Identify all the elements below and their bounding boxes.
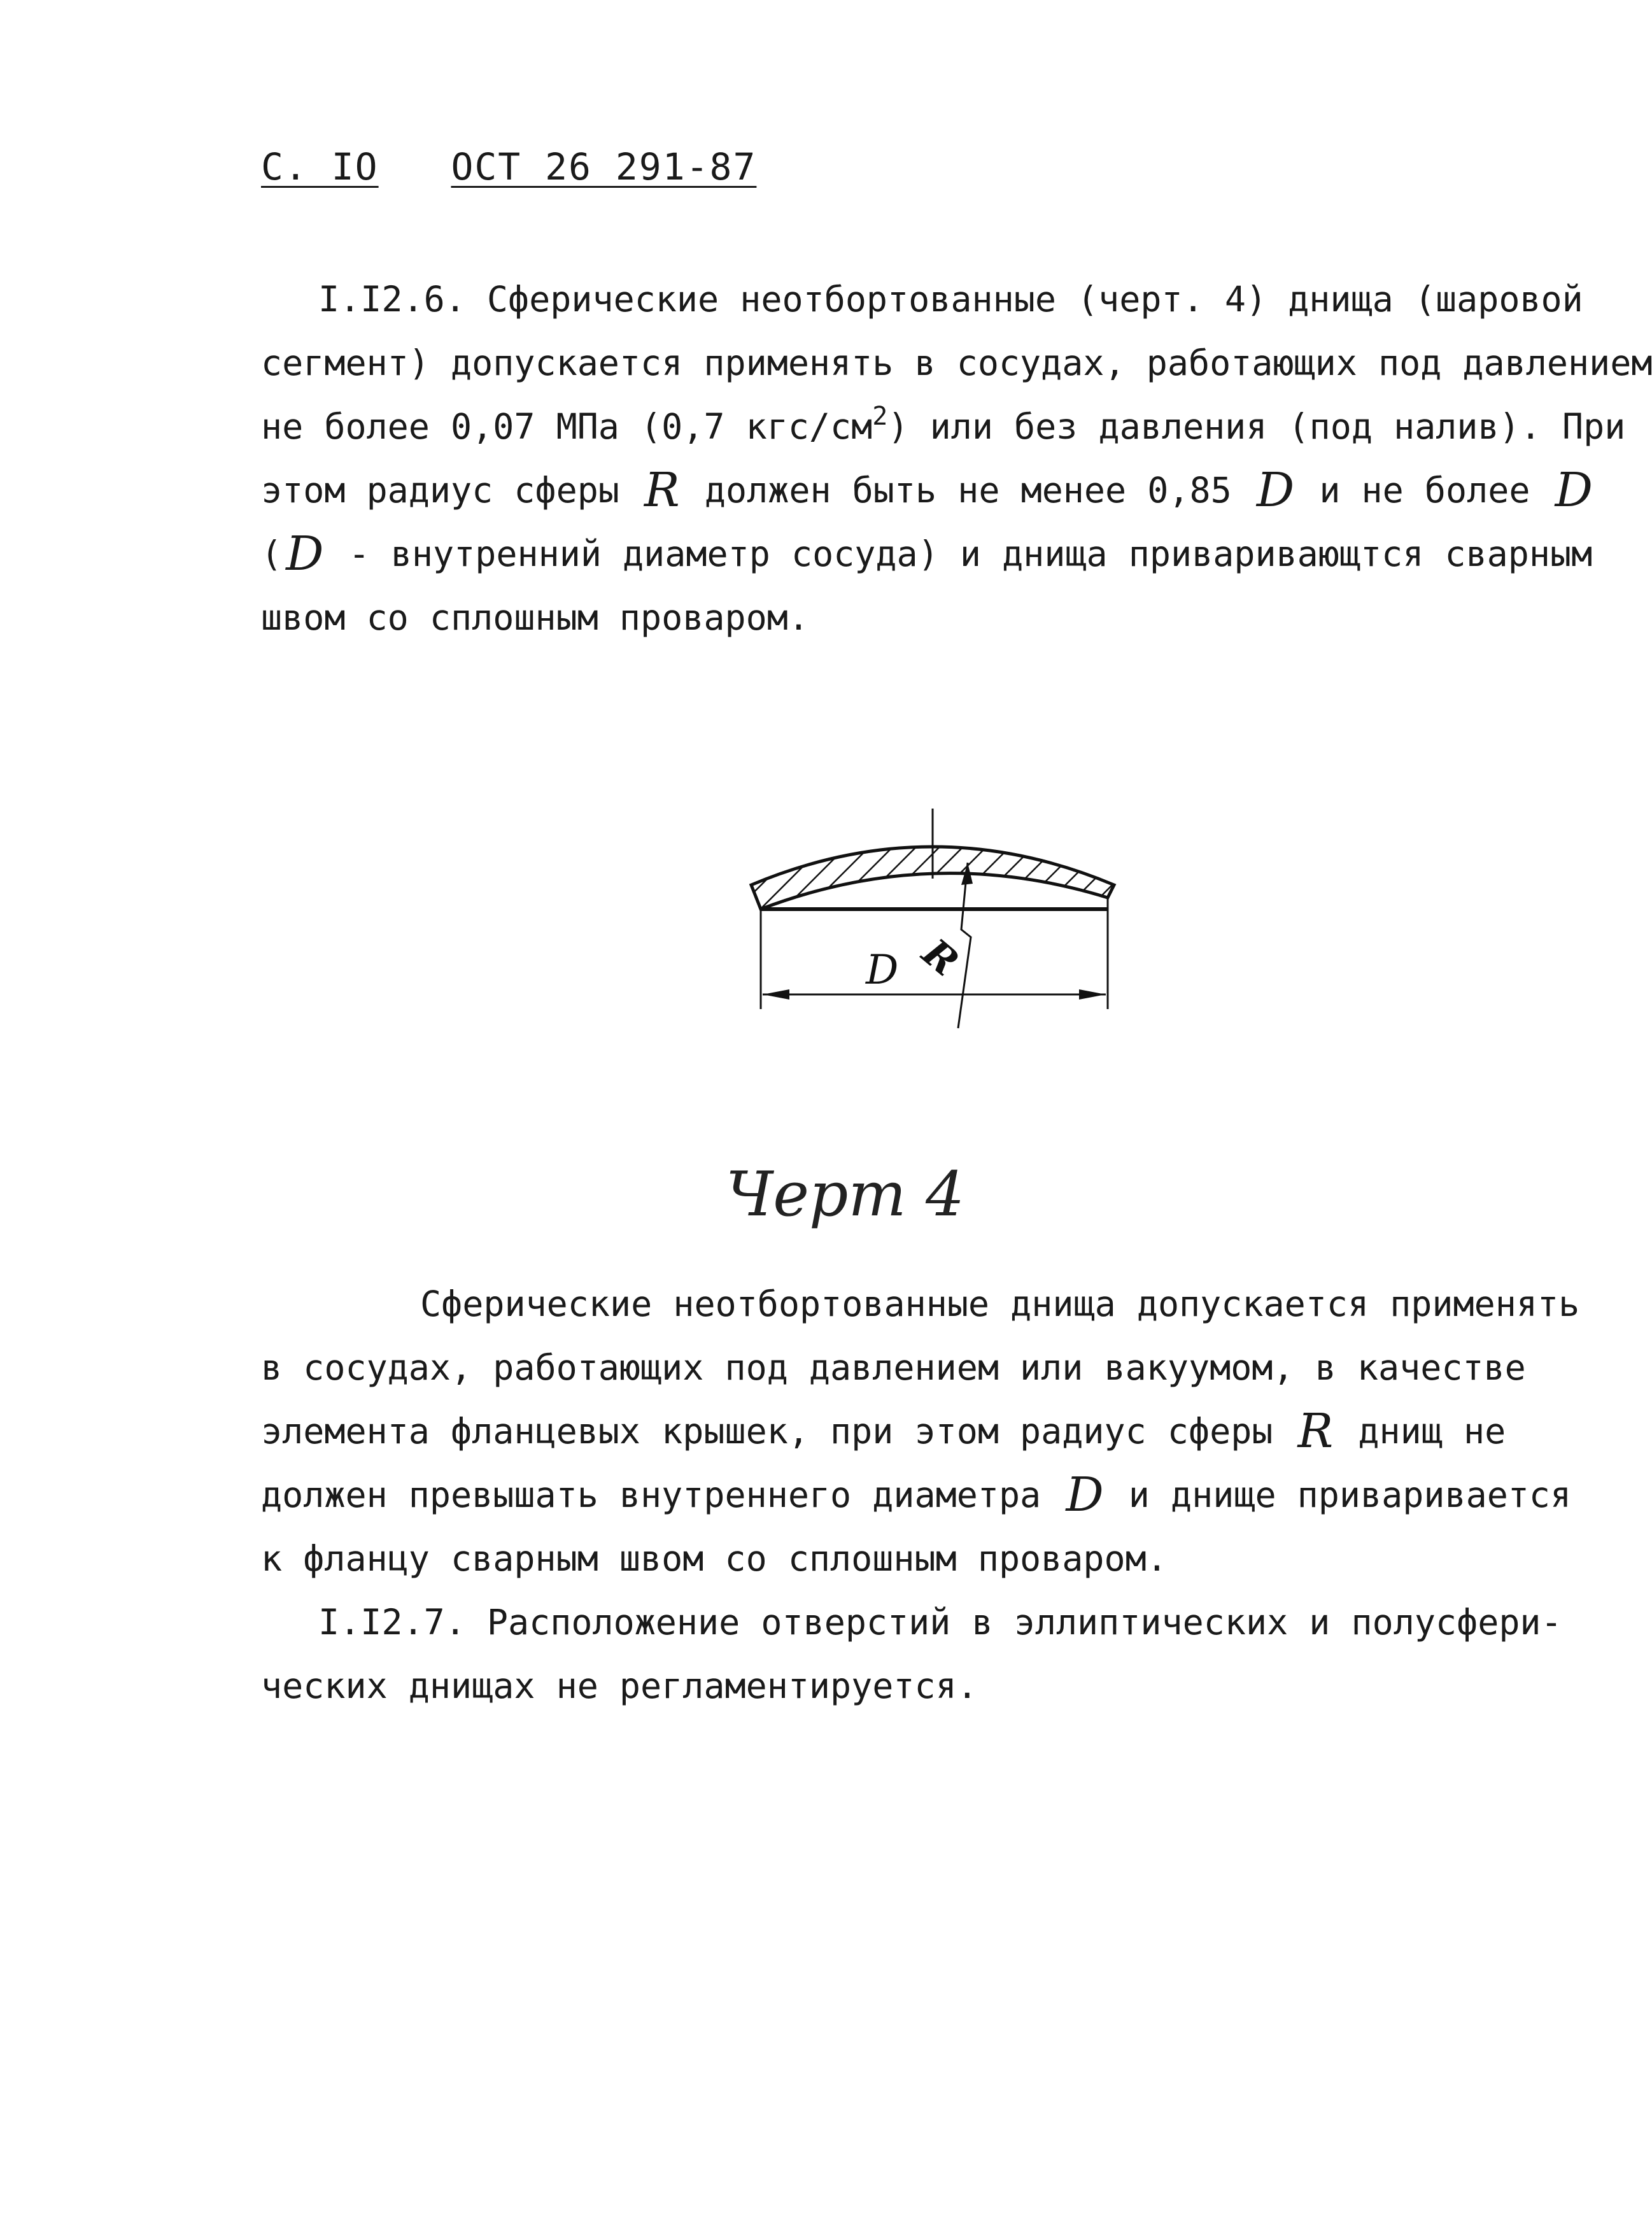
dimension-arrow-left (763, 989, 789, 1000)
paragraph-1-12-7 (261, 1590, 1579, 1718)
text-segment: и днище приваривается (1128, 1474, 1572, 1515)
text-line: швом со сплошным проваром. (261, 597, 809, 638)
paragraph-spherical-heads (261, 1272, 1579, 1590)
text-line: сегмент) допускается применять в сосудах, работающих под давлением (261, 343, 1652, 383)
text-line: в сосудах, работающих под давлением или вакуумом, в качестве (261, 1347, 1526, 1388)
text-segment: - внутренний диаметр сосуда) и днища приваривающтся сварным (348, 534, 1593, 574)
text-segment: не более 0,07 МПа (0,7 кгс/см (261, 406, 873, 447)
text-segment: должен превышать внутреннего диаметра (261, 1474, 1041, 1515)
standard-code: ОСТ 26 291-87 (451, 145, 757, 188)
figure-caption: Черт 4 (726, 1159, 965, 1230)
text-line: к фланцу сварным швом со сплошным проваром. (261, 1538, 1168, 1579)
text-segment: ) или без давления (под налив). При (887, 406, 1626, 447)
label-r: R (914, 930, 967, 986)
text-line (261, 395, 1626, 458)
text-line (261, 1463, 1579, 1527)
text-line (261, 522, 1593, 586)
label-d: D (866, 947, 899, 994)
text-line: Сферические неотбортованные днища допускается применять (420, 1283, 1580, 1324)
dimension-arrow-right (1079, 989, 1106, 1000)
text-segment: днищ не (1358, 1411, 1506, 1452)
text-line (261, 1399, 1579, 1463)
text-segment: ( (261, 534, 283, 574)
page-number: С. IO (261, 145, 379, 188)
symbol-r: R (644, 463, 680, 518)
text-segment: должен быть не менее 0,85 (704, 470, 1232, 511)
symbol-d: D (1256, 463, 1295, 518)
superscript: 2 (872, 402, 888, 431)
symbol-d: D (1555, 463, 1593, 518)
text-line: I.I2.6. Сферические неотбортованные (черт. 4) днища (шаровой (318, 279, 1583, 320)
page-header (261, 145, 756, 188)
symbol-d: D (1066, 1467, 1104, 1522)
text-line: I.I2.7. Расположение отверстий в эллиптических и полусфери- (318, 1602, 1562, 1643)
text-line: ческих днищах не регламентируется. (261, 1665, 978, 1706)
paragraph-1-12-6 (261, 267, 1652, 649)
text-segment: и не более (1319, 470, 1530, 511)
symbol-d: D (286, 527, 324, 581)
spherical-head-drawing (732, 796, 1127, 1038)
symbol-r: R (1297, 1404, 1334, 1459)
text-segment: этом радиус сферы (261, 470, 619, 511)
text-segment: элемента фланцевых крышек, при этом радиус сферы (261, 1411, 1273, 1452)
text-line (261, 458, 1593, 522)
